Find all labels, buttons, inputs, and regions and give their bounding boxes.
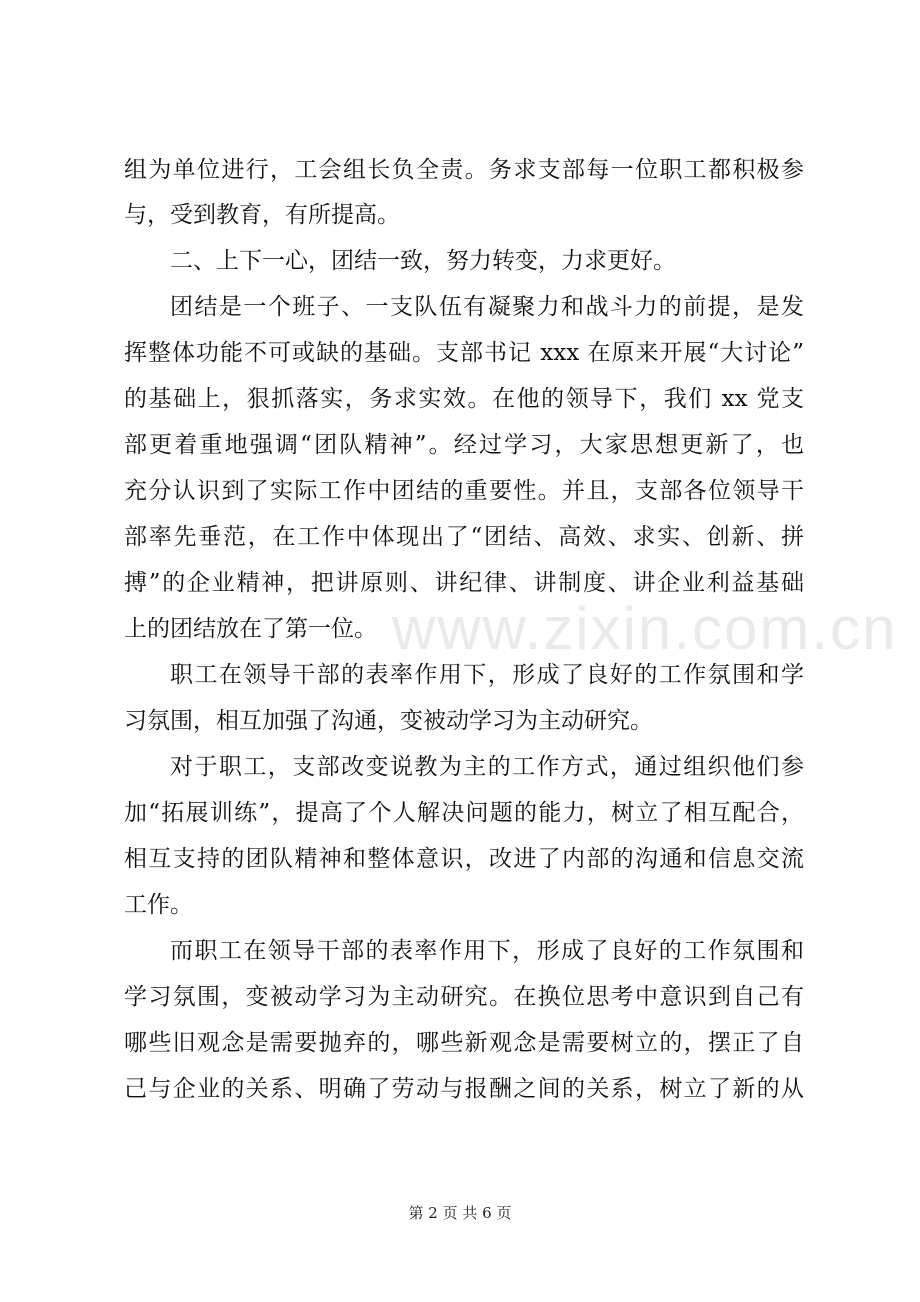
- paragraph-line: 相互支持的团队精神和整体意识，改进了内部的沟通和信息交流: [124, 846, 804, 872]
- watermark: www.zixin.com.cn: [392, 595, 898, 662]
- paragraph-line: 充分认识到了实际工作中团结的重要性。并且，支部各位领导干: [124, 478, 804, 504]
- paragraph-line: 哪些旧观念是需要抛弃的，哪些新观念是需要树立的，摆正了自: [124, 1030, 804, 1056]
- paragraph-line: 的基础上，狠抓落实，务求实效。在他的领导下，我们 xx 党支: [124, 386, 804, 412]
- paragraph-line: 部率先垂范，在工作中体现出了“团结、高效、求实、创新、拼: [124, 524, 804, 550]
- paragraph-line: 组为单位进行，工会组长负全责。务求支部每一位职工都积极参: [124, 157, 804, 183]
- paragraph-line: 而职工在领导干部的表率作用下，形成了良好的工作氛围和: [170, 938, 804, 964]
- paragraph-line: 部更着重地强调“团队精神”。经过学习，大家思想更新了，也: [124, 432, 804, 458]
- paragraph-line: 学习氛围，变被动学习为主动研究。在换位思考中意识到自己有: [124, 984, 804, 1010]
- section-heading: 二、上下一心，团结一致，努力转变，力求更好。: [170, 248, 676, 274]
- paragraph-line: 工作。: [124, 892, 193, 918]
- paragraph-line: 对于职工，支部改变说教为主的工作方式，通过组织他们参: [170, 754, 804, 780]
- page-number-footer: 第 2 页 共 6 页: [408, 1204, 512, 1222]
- paragraph-line: 加“拓展训练”，提高了个人解决问题的能力，树立了相互配合，: [124, 800, 804, 826]
- paragraph-line: 己与企业的关系、明确了劳动与报酬之间的关系，树立了新的从: [124, 1076, 804, 1102]
- paragraph-line: 上的团结放在了第一位。: [124, 616, 377, 642]
- paragraph-line: 团结是一个班子、一支队伍有凝聚力和战斗力的前提，是发: [170, 294, 804, 320]
- paragraph-line: 搏”的企业精神，把讲原则、讲纪律、讲制度、讲企业利益基础: [124, 570, 804, 596]
- paragraph-line: 与，受到教育，有所提高。: [124, 202, 400, 228]
- paragraph-line: 挥整体功能不可或缺的基础。支部书记 xxx 在原来开展“大讨论”: [124, 340, 804, 366]
- paragraph-line: 习氛围，相互加强了沟通，变被动学习为主动研究。: [124, 708, 653, 734]
- paragraph-line: 职工在领导干部的表率作用下，形成了良好的工作氛围和学: [170, 662, 804, 688]
